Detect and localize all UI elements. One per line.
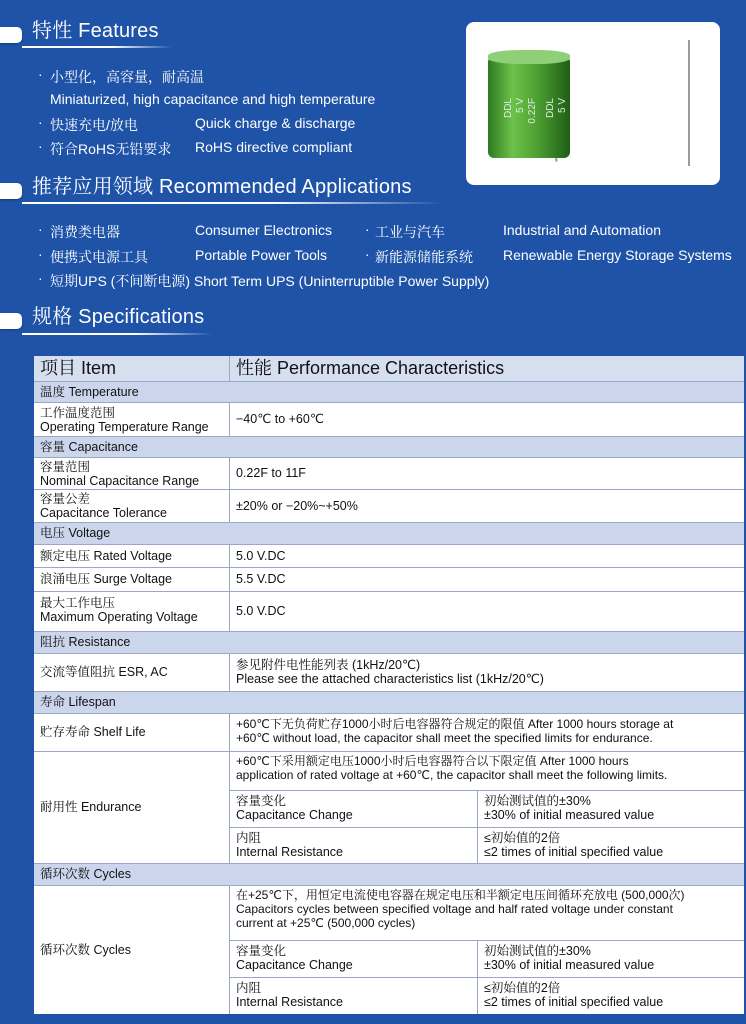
capacitor-marking-2: 5 V	[515, 98, 526, 114]
application-1-en: Consumer Electronics	[195, 222, 332, 238]
category-capacitance: 容量 Capacitance	[40, 439, 138, 454]
category-voltage: 电压 Voltage	[40, 526, 111, 541]
category-temperature: 温度 Temperature	[40, 384, 139, 399]
application-ups: 短期UPS (不间断电源) Short Term UPS (Uninterruptible Power Supply)	[50, 273, 490, 289]
endurance-ir-label: 内阻 Internal Resistance	[230, 827, 478, 864]
table-row	[34, 458, 744, 490]
application-2-cn: 工业与汽车	[375, 224, 445, 240]
capacitor-marking-4: DDL	[545, 98, 556, 119]
surge-voltage-value: 5.5 V.DC	[236, 572, 286, 587]
application-3-en: Portable Power Tools	[195, 247, 328, 263]
product-image	[466, 22, 720, 185]
section-tab-icon	[0, 183, 22, 199]
cycles-ir-label: 内阻 Internal Resistance	[230, 977, 478, 1014]
capacitor-body	[488, 56, 570, 158]
specs-heading	[0, 300, 204, 329]
section-tab-icon	[0, 313, 22, 329]
cap-tolerance-value: ±20% or −20%~+50%	[236, 498, 358, 513]
rated-voltage-label: 额定电压 Rated Voltage	[34, 545, 230, 567]
temp-range-value: −40℃ to +60℃	[236, 412, 324, 427]
feature-2-cn: 快速充电/放电	[50, 117, 138, 133]
capacitor-marking-1: DDL	[503, 98, 514, 119]
header-item: 项目 Item	[34, 356, 230, 381]
specs-title: 规格 Specifications	[32, 306, 205, 328]
cycles-cap-change-label: 容量变化 Capacitance Change	[230, 940, 478, 977]
cycles-label: 循环次数 Cycles	[34, 886, 230, 1014]
application-4-cn: 新能源储能系统	[375, 249, 473, 265]
category-row	[34, 382, 744, 403]
application-2-en: Industrial and Automation	[503, 222, 661, 238]
endurance-description: +60℃下采用额定电压1000小时后电容器符合以下限定值 After 1000 hours application of rated voltage at +60℃, the capacitor shall meet the following limits.	[236, 754, 668, 782]
bullet-icon: ·	[38, 221, 43, 237]
table-row	[34, 545, 744, 568]
capacitor-marking-3: 0.22F	[527, 98, 538, 124]
table-header-row	[34, 356, 744, 382]
endurance-label: 耐用性 Endurance	[34, 752, 230, 863]
application-1-cn: 消费类电器	[50, 224, 120, 240]
capacitor-marking-5: 5 V	[557, 98, 568, 114]
bullet-icon: ·	[365, 246, 370, 262]
features-underline	[22, 46, 172, 48]
rated-voltage-value: 5.0 V.DC	[236, 548, 286, 563]
shelf-life-value: +60℃下无负荷贮存1000小时后电容器符合规定的限值 After 1000 hours storage at +60℃ without load, the capacitor shall meet the specified limits for endurance.	[236, 717, 674, 745]
applications-title: 推荐应用领域 Recommended Applications	[32, 176, 412, 198]
category-resistance: 阻抗 Resistance	[40, 635, 131, 650]
features-title: 特性 Features	[32, 20, 159, 42]
temp-range-label: 工作温度范围 Operating Temperature Range	[34, 403, 230, 436]
cycles-ir-value: ≤初始值的2倍 ≤2 times of initial specified value	[478, 977, 744, 1014]
feature-3-en: RoHS directive compliant	[195, 139, 353, 155]
section-tab-icon	[0, 27, 22, 43]
category-row	[34, 632, 744, 654]
lead-wire	[688, 40, 690, 166]
application-3-cn: 便携式电源工具	[50, 249, 148, 265]
bullet-icon: ·	[365, 221, 370, 237]
max-voltage-label: 最大工作电压 Maximum Operating Voltage	[34, 592, 230, 631]
feature-1-cn: 小型化，高容量，耐高温	[50, 69, 204, 85]
table-row	[34, 490, 744, 523]
nominal-cap-label: 容量范围 Nominal Capacitance Range	[34, 458, 230, 489]
table-row	[34, 592, 744, 632]
category-row	[34, 864, 744, 886]
features-heading	[0, 14, 159, 43]
bullet-icon: ·	[38, 138, 43, 154]
table-row	[34, 568, 744, 592]
header-performance: 性能 Performance Characteristics	[236, 358, 505, 379]
bullet-icon: ·	[38, 66, 43, 82]
specs-underline	[22, 333, 212, 335]
application-4-en: Renewable Energy Storage Systems	[503, 247, 732, 263]
table-row	[34, 654, 744, 692]
feature-1-en: Miniaturized, high capacitance and high temperature	[50, 91, 376, 107]
category-row	[34, 437, 744, 458]
feature-3-cn: 符合RoHS无铅要求	[50, 141, 172, 157]
category-cycles: 循环次数 Cycles	[40, 867, 131, 882]
nominal-cap-value: 0.22F to 11F	[236, 466, 306, 481]
table-row	[34, 886, 744, 1014]
cycles-description: 在+25℃下，用恒定电流使电容器在规定电压和半额定电压间循环充放电 (500,000次) Capacitors cycles between specified voltage and half rated voltage under constant current at +25℃ (500,000 cycles)	[236, 888, 685, 930]
capacitor-top	[488, 50, 570, 64]
cycles-cap-change-value: 初始测试值的±30% ±30% of initial measured value	[478, 940, 744, 977]
applications-heading	[0, 170, 412, 199]
esr-value: 参见附件电性能列表 (1kHz/20℃) Please see the attached characteristics list (1kHz/20℃)	[236, 658, 544, 687]
endurance-ir-value: ≤初始值的2倍 ≤2 times of initial specified value	[478, 827, 744, 864]
max-voltage-value: 5.0 V.DC	[236, 604, 286, 619]
category-row	[34, 523, 744, 545]
feature-2-en: Quick charge & discharge	[195, 115, 356, 131]
table-row	[34, 714, 744, 752]
bullet-icon: ·	[38, 246, 43, 262]
applications-underline	[22, 202, 442, 204]
bullet-icon: ·	[38, 270, 43, 286]
category-row	[34, 692, 744, 714]
category-lifespan: 寿命 Lifespan	[40, 695, 116, 710]
esr-label: 交流等值阻抗 ESR, AC	[34, 654, 230, 691]
bullet-icon: ·	[38, 114, 43, 130]
cap-tolerance-label: 容量公差 Capacitance Tolerance	[34, 490, 230, 522]
table-row	[34, 752, 744, 864]
shelf-life-label: 贮存寿命 Shelf Life	[34, 714, 230, 751]
table-row	[34, 403, 744, 437]
spec-table	[34, 356, 744, 1014]
surge-voltage-label: 浪涌电压 Surge Voltage	[34, 568, 230, 591]
endurance-cap-change-value: 初始测试值的±30% ±30% of initial measured value	[478, 790, 744, 827]
endurance-cap-change-label: 容量变化 Capacitance Change	[230, 790, 478, 827]
